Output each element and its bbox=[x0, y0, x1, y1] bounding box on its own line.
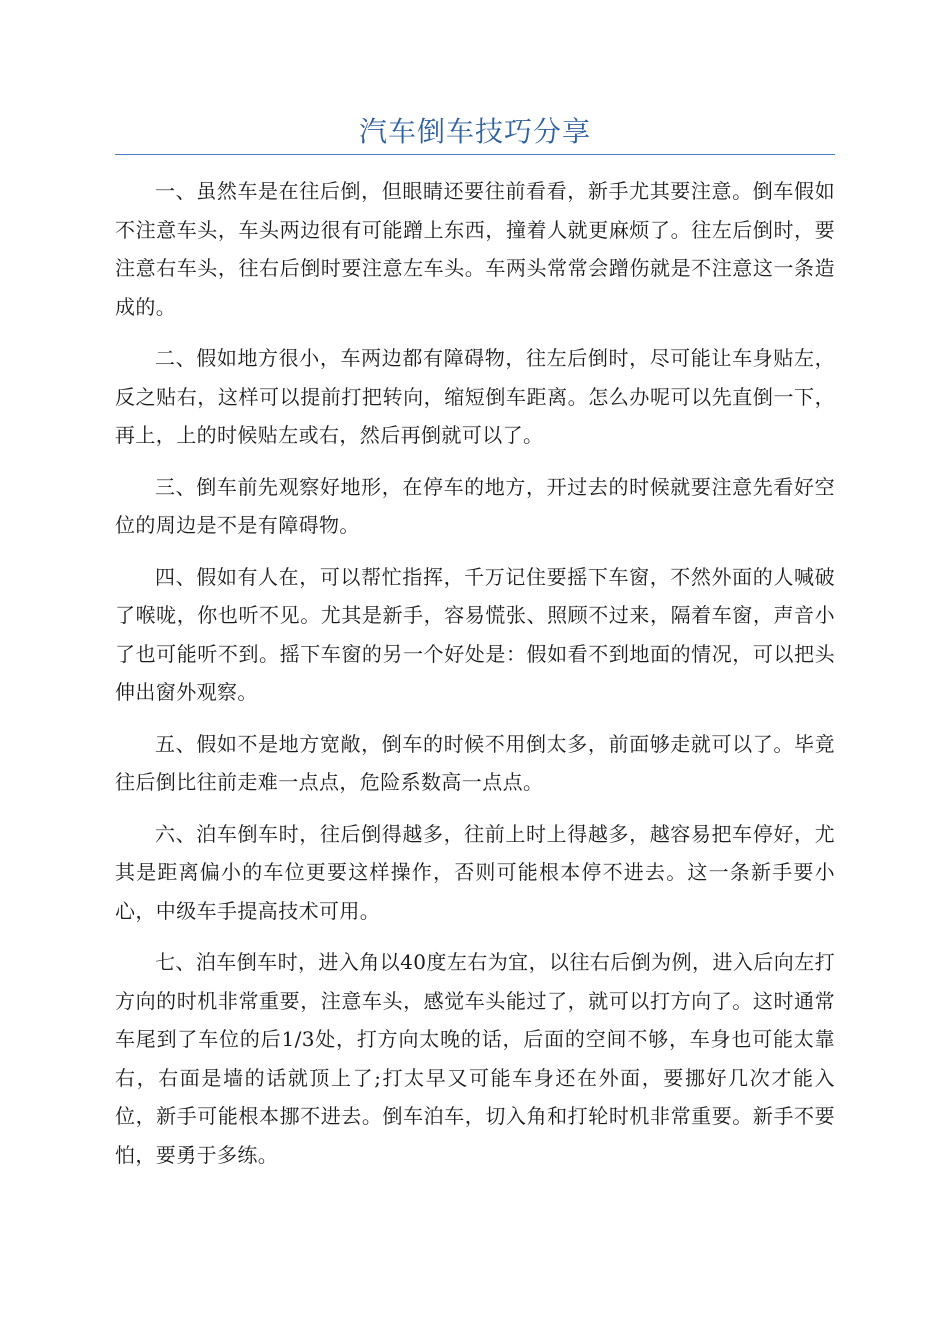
document-body bbox=[115, 172, 835, 1187]
title-underline bbox=[115, 154, 835, 155]
paragraph-6: 六、泊车倒车时，往后倒得越多，往前上时上得越多，越容易把车停好，尤其是距离偏小的车位更要这样操作，否则可能根本停不进去。这一条新手要小心，中级车手提高技术可用。 bbox=[115, 821, 835, 923]
paragraph-2: 二、假如地方很小，车两边都有障碍物，往左后倒时，尽可能让车身贴左，反之贴右，这样可以提前打把转向，缩短倒车距离。怎么办呢可以先直倒一下，再上，上的时候贴左或右，然后再倒就可以了。 bbox=[115, 346, 835, 447]
paragraph-1: 一、虽然车是在往后倒，但眼睛还要往前看看，新手尤其要注意。倒车假如不注意车头，车头两边很有可能蹭上东西，撞着人就更麻烦了。往左后倒时，要注意右车头，往右后倒时要注意左车头。车两头常常会蹭伤就是不注意这一条造成的。 bbox=[115, 179, 835, 319]
document-title: 汽车倒车技巧分享 bbox=[358, 115, 591, 148]
paragraph-7: 七、泊车倒车时，进入角以40度左右为宜，以往右后倒为例，进入后向左打方向的时机非常重要，注意车头，感觉车头能过了，就可以打方向了。这时通常车尾到了车位的后1/3处，打方向太晚的话，后面的空间不够，车身也可能太靠右，右面是墙的话就顶上了;打太早又可能车身还在外面，要挪好几次才能入位，新手可能根本挪不进去。倒车泊车，切入角和打轮时机非常重要。新手不要怕，要勇于多练。 bbox=[115, 950, 835, 1167]
paragraph-4: 四、假如有人在，可以帮忙指挥，千万记住要摇下车窗，不然外面的人喊破了喉咙，你也听不见。尤其是新手，容易慌张、照顾不过来，隔着车窗，声音小了也可能听不到。摇下车窗的另一个好处是：假如看不到地面的情况，可以把头伸出窗外观察。 bbox=[115, 564, 835, 704]
paragraph-3: 三、倒车前先观察好地形，在停车的地方，开过去的时候就要注意先看好空位的周边是不是有障碍物。 bbox=[115, 474, 835, 537]
paragraph-5: 五、假如不是地方宽敞，倒车的时候不用倒太多，前面够走就可以了。毕竟往后倒比往前走难一点点，危险系数高一点点。 bbox=[115, 731, 835, 794]
